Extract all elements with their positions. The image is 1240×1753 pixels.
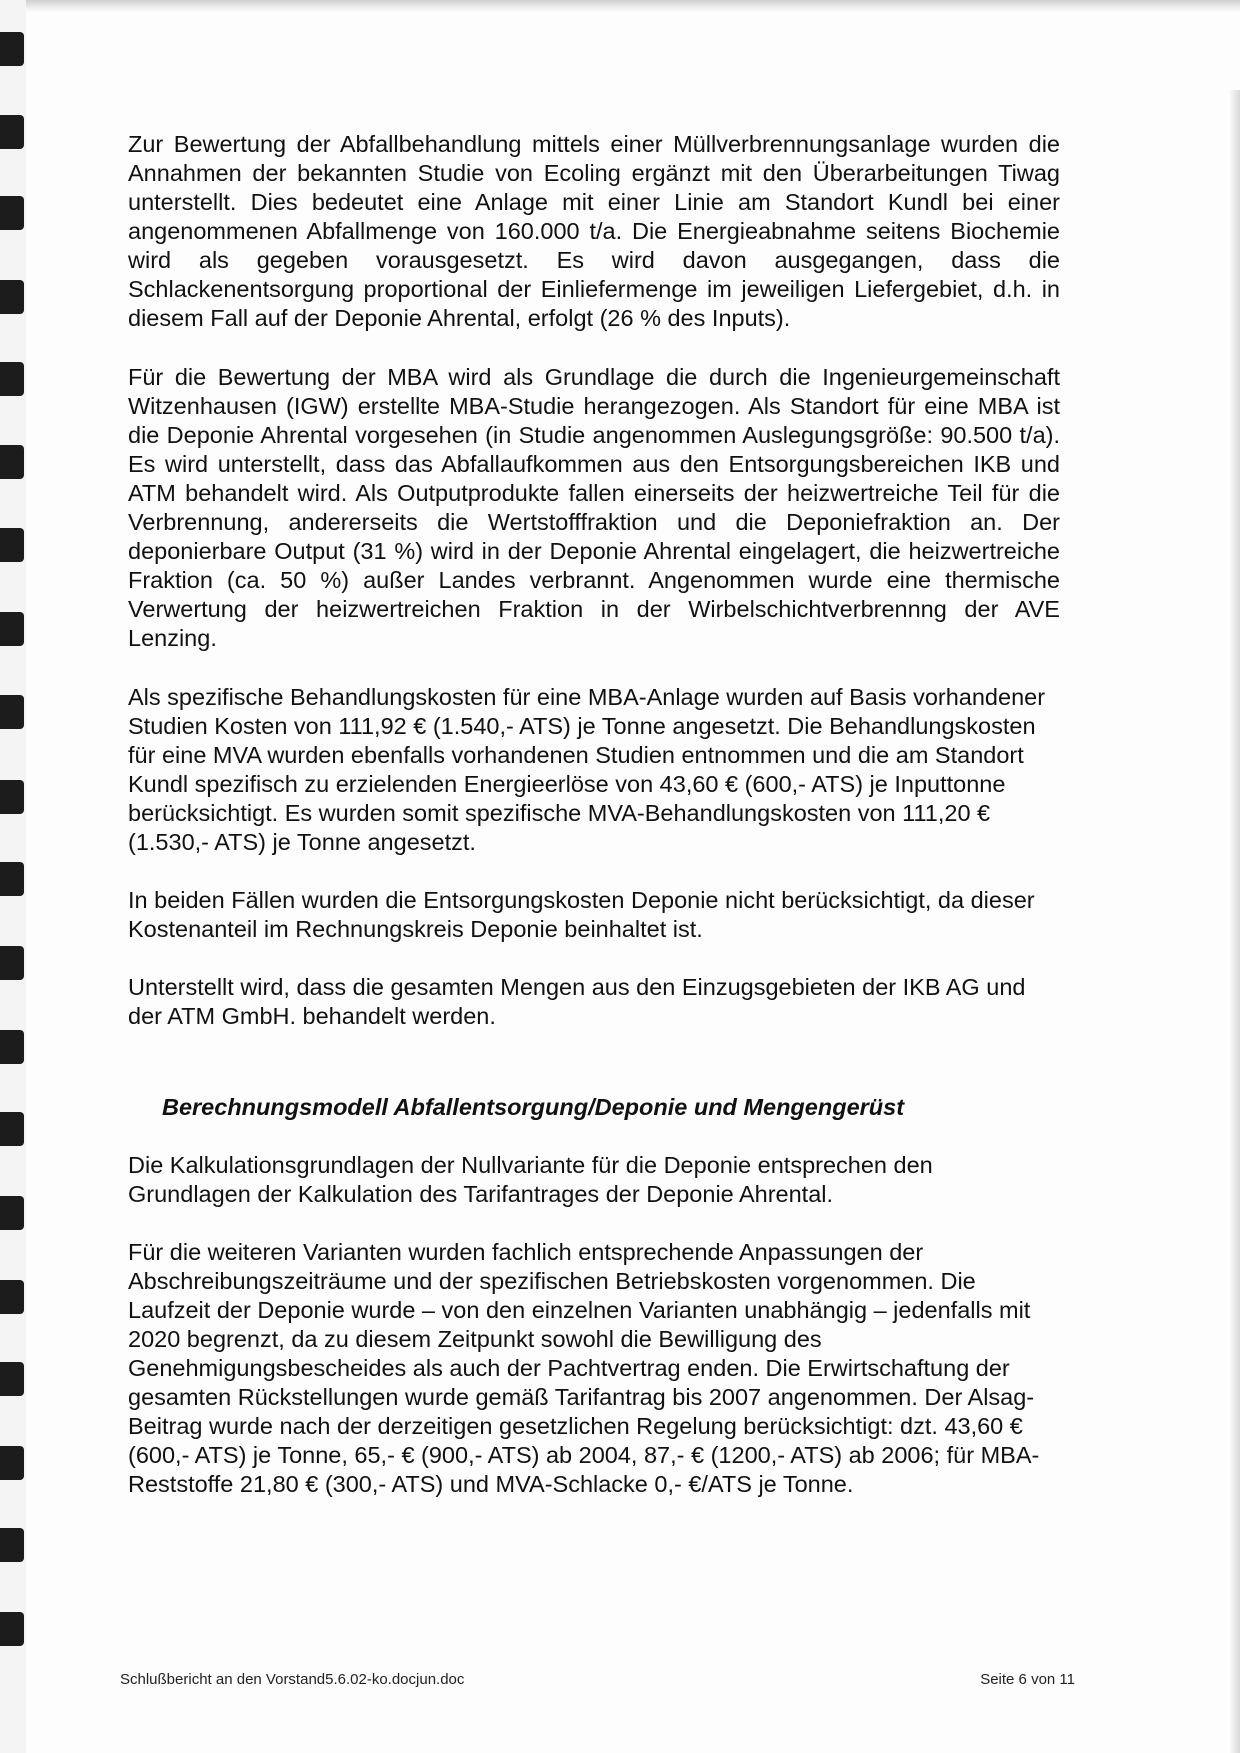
paragraph-variants: Für die weiteren Varianten wurden fachlich entsprechende Anpassungen der Abschreibungszeiträume und der spezifischen Betriebskosten vorgenommen. Die Laufzeit der Deponie wurde – von den einzelnen Varianten unabhängig – jedenfalls mit 2020 begrenzt, da zu diesem Zeitpunkt sowohl die Bewilligung des Genehmigungsbescheides als auch der Pachtvertrag enden. Die Erwirtschaftung der gesamten Rückstellungen wurde gemäß Tarifantrag bis 2007 angenommen. Der Alsag-Beitrag wurde nach der derzeitigen gesetzlichen Regelung berücksichtigt: dzt. 43,60 € (600,- ATS) je Tonne, 65,- € (900,- ATS) ab 2004, 87,- € (1200,- ATS) ab 2006; für MBA-Reststoffe 21,80 € (300,- ATS) und MVA-Schlacke 0,- €/ATS je Tonne.	[128, 1239, 1040, 1497]
binding-hole	[0, 862, 24, 896]
document-body	[128, 130, 1060, 1499]
binding-hole	[0, 1196, 24, 1230]
paragraph-calculation-basis: Die Kalkulationsgrundlagen der Nullvariante für die Deponie entsprechen den Grundlagen der Kalkulation des Tarifantrages der Deponie Ahrental.	[128, 1152, 933, 1207]
paragraph-treatment-costs: Als spezifische Behandlungskosten für eine MBA-Anlage wurden auf Basis vorhandener Studien Kosten von 111,92 € (1.540,- ATS) je Tonne angesetzt. Die Behandlungskosten für eine MVA wurden ebenfalls vorhandenen Studien entnommen und die am Standort Kundl spezifisch zu erzielenden Energieerlöse von 43,60 € (600,- ATS) je Inputtonne berücksichtigt. Es wurden somit spezifische MVA-Behandlungskosten von 111,20 € (1.530,- ATS) je Tonne angesetzt.	[128, 684, 1046, 855]
binding-hole	[0, 780, 24, 814]
binding-hole	[0, 1112, 24, 1146]
scan-right-edge	[1230, 90, 1240, 1753]
footer-page-number: Seite 6 von 11	[980, 1671, 1075, 1688]
binding-hole	[0, 528, 24, 562]
binding-hole	[0, 1446, 24, 1480]
binding-hole	[0, 1280, 24, 1314]
paragraph-disposal-costs: In beiden Fällen wurden die Entsorgungskosten Deponie nicht berücksichtigt, da dieser Kostenanteil im Rechnungskreis Deponie beinhaltet ist.	[128, 887, 1035, 942]
binding-hole	[0, 1030, 24, 1064]
binding-hole	[0, 196, 24, 230]
section-heading: Berechnungsmodell Abfallentsorgung/Deponie und Mengengerüst	[162, 1094, 905, 1120]
paragraph-quantities: Unterstellt wird, dass die gesamten Mengen aus den Einzugsgebieten der IKB AG und der ATM GmbH. behandelt werden.	[128, 974, 1026, 1029]
footer-filename: Schlußbericht an den Vorstand5.6.02-ko.docjun.doc	[120, 1671, 465, 1688]
binding-hole	[0, 695, 24, 729]
paragraph-mba-assessment: Für die Bewertung der MBA wird als Grundlage die durch die Ingenieurgemeinschaft Witzenhausen (IGW) erstellte MBA-Studie herangezogen. Als Standort für eine MBA ist die Deponie Ahrental vorgesehen (in Studie angenommen Auslegungsgröße: 90.500 t/a). Es wird unterstellt, dass das Abfallaufkommen aus den Entsorgungsbereichen IKB und ATM behandelt wird. Als Outputprodukte fallen einerseits der heizwertreiche Teil für die Verbrennung, andererseits die Wertstofffraktion und die Deponiefraktion an. Der deponierbare Output (31 %) wird in der Deponie Ahrental eingelagert, die heizwertreiche Fraktion (ca. 50 %) außer Landes verbrannt. Angenommen wurde eine thermische Verwertung der heizwertreichen Fraktion in der Wirbelschichtverbrennng der AVE Lenzing.	[128, 364, 1060, 651]
binding-hole	[0, 280, 24, 314]
binding-hole	[0, 612, 24, 646]
binding-hole	[0, 115, 24, 149]
scan-top-edge	[0, 0, 1240, 12]
binding-hole	[0, 1612, 24, 1646]
paragraph-mva-assessment: Zur Bewertung der Abfallbehandlung mittels einer Müllverbrennungsanlage wurden die Annahmen der bekannten Studie von Ecoling ergänzt mit den Überarbeitungen Tiwag unterstellt. Dies bedeutet eine Anlage mit einer Linie am Standort Kundl bei einer angenommenen Abfallmenge von 160.000 t/a. Die Energieabnahme seitens Biochemie wird als gegeben vorausgesetzt. Es wird davon ausgegangen, dass die Schlackenentsorgung proportional der Einliefermenge im jeweiligen Liefergebiet, d.h. in diesem Fall auf der Deponie Ahrental, erfolgt (26 % des Inputs).	[128, 131, 1060, 331]
binding-hole	[0, 362, 24, 396]
binding-hole	[0, 32, 24, 66]
binding-hole	[0, 946, 24, 980]
binding-strip	[0, 0, 26, 1753]
binding-hole	[0, 445, 24, 479]
binding-hole	[0, 1362, 24, 1396]
binding-hole	[0, 1528, 24, 1562]
